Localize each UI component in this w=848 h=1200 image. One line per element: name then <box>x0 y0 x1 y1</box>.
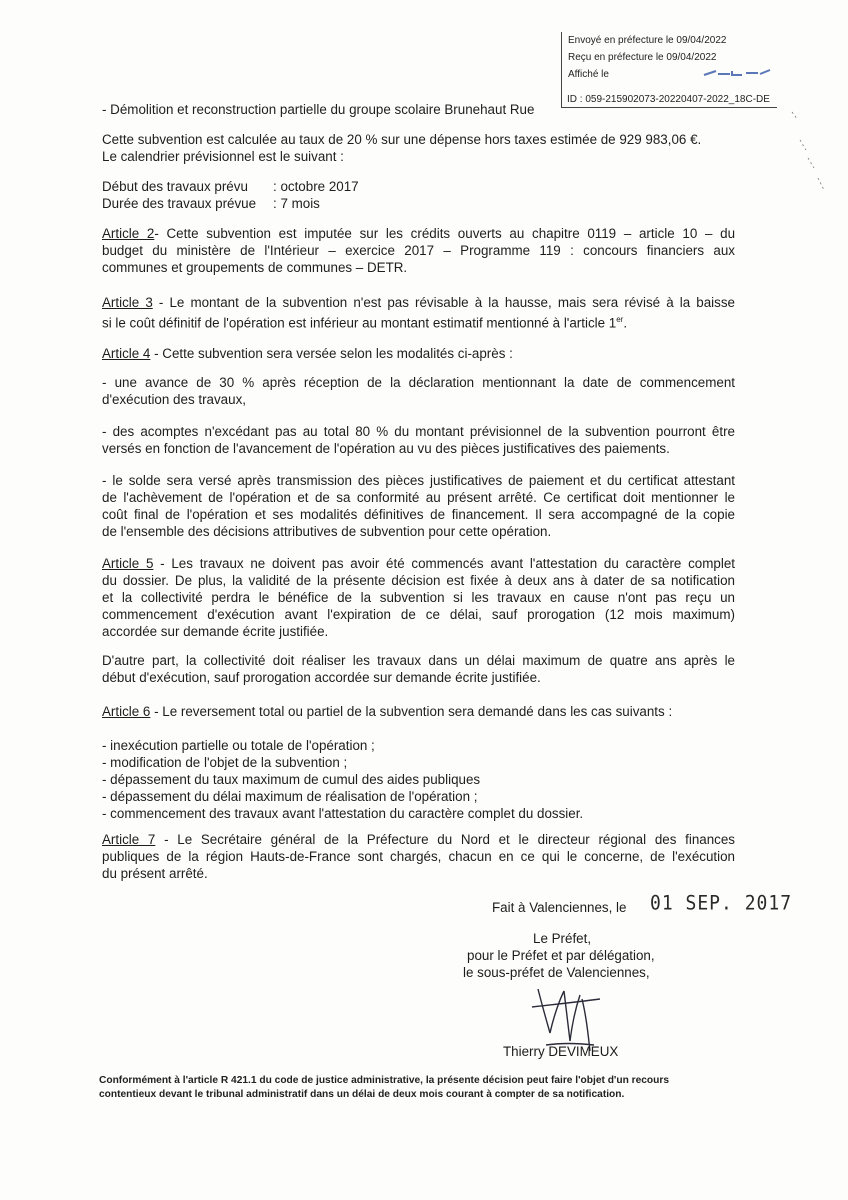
list-item: - commencement des travaux avant l'attestation du caractère complet du dossier. <box>102 806 584 821</box>
signatory-name: Thierry DEVIMEUX <box>503 1044 619 1059</box>
article-6-intro-text: - Le reversement total ou partiel de la subvention sera demandé dans les cas suivants : <box>150 704 673 719</box>
article-2-line2: budget du ministère de l'Intérieur – exercice 2017 – Programme 119 : concours financiers aux <box>102 243 735 258</box>
article-4-p3-line3: coût final de l'opération et ses modalités définitives de financement. Il sera accompagné de la copie <box>102 507 735 522</box>
article-5 <box>102 555 735 640</box>
start-value: : octobre 2017 <box>273 179 359 194</box>
stamp-posted: Affiché le <box>568 69 609 80</box>
scan-speck <box>790 110 830 200</box>
article-5-label: Article 5 <box>102 556 154 571</box>
article-4-label: Article 4 <box>102 346 151 361</box>
article-3 <box>102 294 735 331</box>
stamp-received: Reçu en préfecture le 09/04/2022 <box>568 52 717 63</box>
rate-line: Cette subvention est calculée au taux de 20 % sur une dépense hors taxes estimée de 929 983,06 €. <box>102 132 702 147</box>
article-5-p2 <box>102 652 735 686</box>
article-7-label: Article 7 <box>102 832 156 847</box>
article-4-p3 <box>102 472 735 540</box>
prefecture-stamp <box>561 32 777 108</box>
article-5-p2-line2: début d'exécution, sauf prorogation accordée sur demande écrite justifiée. <box>102 670 541 685</box>
article-5-line2: du dossier. De plus, la validité de la présente décision est fixée à deux ans à dater de sa notification <box>102 573 735 588</box>
duration-row <box>102 195 735 212</box>
signature-title: Le Préfet, <box>533 931 592 946</box>
list-item: - inexécution partielle ou totale de l'opération ; <box>102 738 375 753</box>
article-4-p1 <box>102 374 735 408</box>
stamp-sent: Envoyé en préfecture le 09/04/2022 <box>568 35 727 46</box>
article-3-line1: - Le montant de la subvention n'est pas révisable à la hausse, mais sera révisé à la baisse <box>152 295 735 310</box>
article-4-intro <box>102 345 735 362</box>
article-7-line3: du présent arrêté. <box>102 866 208 881</box>
article-2-line1: - Cette subvention est imputée sur les crédits ouverts au chapitre 0119 – article 10 – du <box>154 226 736 241</box>
article-3-sup: er <box>616 315 624 324</box>
legal-notice-line2: contentieux devant le tribunal administratif dans un délai de deux mois courant à compter de sa notification. <box>99 1089 625 1100</box>
article-4-p3-line4: de l'ensemble des décisions attributives de subvention pour cette opération. <box>102 524 552 539</box>
signature-date: 01 SEP. 2017 <box>650 891 793 916</box>
article-2-line3: communes et groupements de communes – DETR. <box>102 260 408 275</box>
article-5-line4: commencement d'exécution avant l'expiration de ce délai, sauf prorogation (12 mois maximum) <box>102 607 735 622</box>
stamp-id: ID : 059-215902073-20220407-2022_18C-DE <box>567 94 770 105</box>
article-7-line2: publiques de la région Hauts-de-France sont chargés, chacun en ce qui le concerne, de l'exécution <box>102 849 735 864</box>
signature-role: le sous-préfet de Valenciennes, <box>463 965 650 980</box>
article-4-p2-line2: versés en fonction de l'avancement de l'opération au vu des pièces justificatives des paiements. <box>102 441 670 456</box>
list-item: - dépassement du délai maximum de réalisation de l'opération ; <box>102 789 478 804</box>
legal-notice-line1: Conformément à l'article R 421.1 du code de justice administrative, la présente décision peut faire l'objet d'un recours <box>99 1075 670 1086</box>
list-item: - modification de l'objet de la subvention ; <box>102 755 348 770</box>
article-4-p1-line1: - une avance de 30 % après réception de la déclaration mentionnant la date de commencement <box>102 375 735 390</box>
article-5-line3: et la collectivité perdra le bénéfice de la subvention si les travaux en cause n'ont pas reçu un <box>102 590 735 605</box>
signature-place: Fait à Valenciennes, le <box>492 900 627 915</box>
article-4-p2 <box>102 423 735 457</box>
article-5-line1: - Les travaux ne doivent pas avoir été commencés avant l'attestation du caractère complet <box>153 556 735 571</box>
article-4-p3-line2: de l'achèvement de l'opération et de sa conformité au présent arrêté. Ce certificat doit mentionner le <box>102 490 735 505</box>
article-7-line1: - Le Secrétaire général de la Préfecture du Nord et le directeur régional des finances <box>155 832 735 847</box>
article-4-p1-line2: d'exécution des travaux, <box>102 392 246 407</box>
article-7 <box>102 831 735 882</box>
start-row <box>102 178 735 195</box>
item-demolition: - Démolition et reconstruction partielle du groupe scolaire Brunehaut Rue <box>102 102 535 117</box>
article-3-label: Article 3 <box>102 295 153 310</box>
start-label: Début des travaux prévu <box>102 179 248 194</box>
schedule-line: Le calendrier prévisionnel est le suivant : <box>102 149 344 164</box>
article-4-p2-line1: - des acomptes n'excédant pas au total 80 % du montant prévisionnel de la subvention pourront être <box>102 424 735 439</box>
article-6-label: Article 6 <box>102 704 151 719</box>
signature-delegation: pour le Préfet et par délégation, <box>467 948 655 963</box>
article-5-p2-line1: D'autre part, la collectivité doit réaliser les travaux dans un délai maximum de quatre ans après le <box>102 653 735 668</box>
article-3-line2: si le coût définitif de l'opération est inférieur au montant estimatif mentionné à l'article 1 <box>102 315 617 331</box>
article-4-p3-line1: - le solde sera versé après transmission des pièces justificatives de paiement et du certificat attestant <box>102 473 735 488</box>
article-6-intro <box>102 703 735 720</box>
article-6-list <box>102 737 735 822</box>
duration-value: : 7 mois <box>273 196 320 211</box>
list-item: - dépassement du taux maximum de cumul des aides publiques <box>102 772 481 787</box>
article-5-line5: accordée sur demande écrite justifiée. <box>102 624 329 639</box>
slo-logo <box>702 68 772 78</box>
article-3-end: . <box>623 315 628 331</box>
legal-notice <box>99 1074 699 1102</box>
article-2-label: Article 2 <box>102 226 155 241</box>
article-4-intro-text: - Cette subvention sera versée selon les modalités ci-après : <box>150 346 513 361</box>
article-2 <box>102 225 735 276</box>
duration-label: Durée des travaux prévue <box>102 196 257 211</box>
